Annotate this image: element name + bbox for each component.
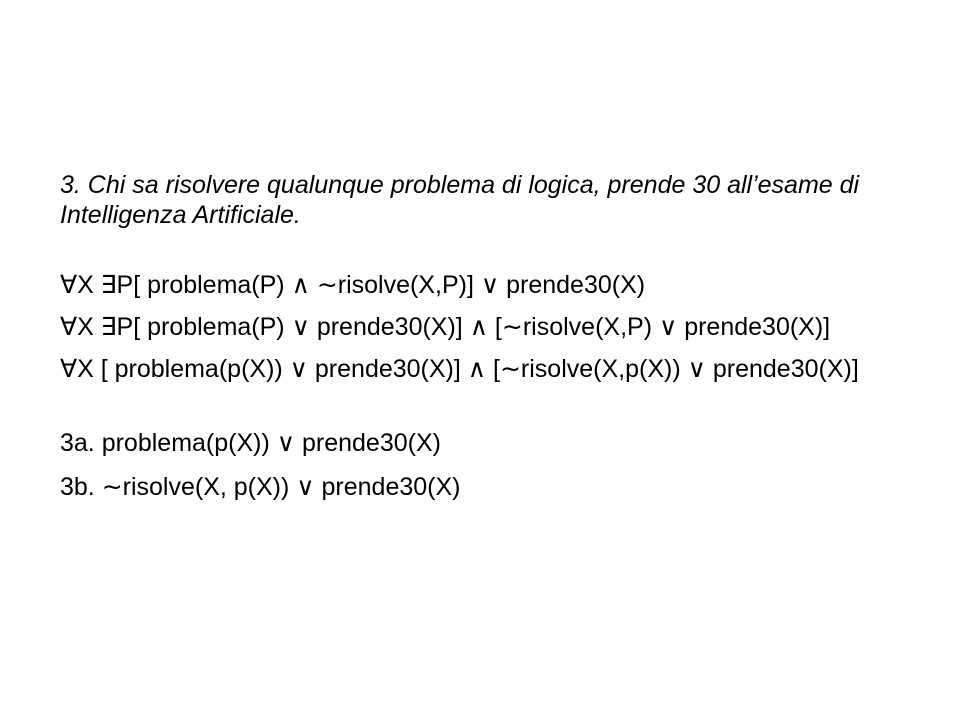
formula-line: ∀X ∃P[ problema(P) ∧ ∼risolve(X,P)] ∨ prende30(X): [60, 271, 646, 299]
formula-list: [60, 270, 920, 384]
clause-3a: 3a. problema(p(X)) ∨ prende30(X): [60, 429, 441, 457]
slide-content: [60, 170, 920, 516]
clause-3b: 3b. ∼risolve(X, p(X)) ∨ prende30(X): [60, 473, 461, 501]
clause-list: [60, 428, 920, 502]
formula-line: ∀X [ problema(p(X)) ∨ prende30(X)] ∧ [∼risolve(X,p(X)) ∨ prende30(X)]: [60, 355, 859, 383]
problem-statement: 3. Chi sa risolvere qualunque problema di logica, prende 30 all’esame di Intelligenza Artificiale.: [60, 171, 860, 229]
formula-line: ∀X ∃P[ problema(P) ∨ prende30(X)] ∧ [∼risolve(X,P) ∨ prende30(X)]: [60, 313, 831, 341]
